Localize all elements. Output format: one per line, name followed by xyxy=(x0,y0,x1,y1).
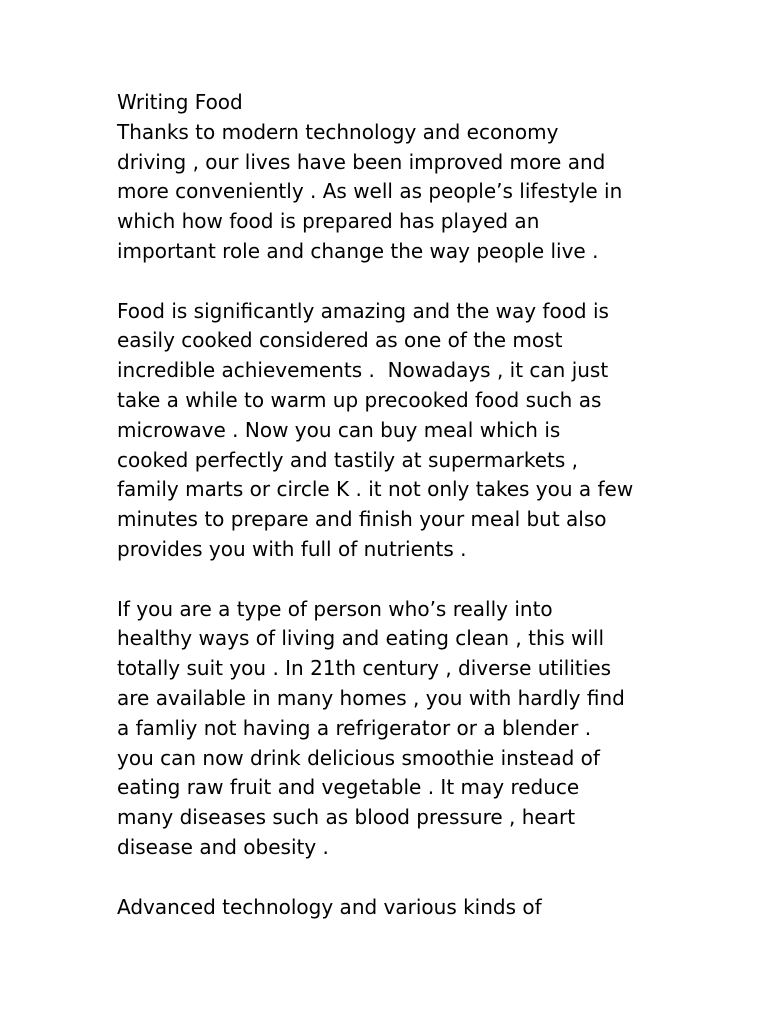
text-line: driving , our lives have been improved more and xyxy=(117,149,606,174)
text-line: Thanks to modern technology and economy xyxy=(117,119,559,144)
text-line: disease and obesity . xyxy=(117,834,329,859)
text-line: If you are a type of person who’s really into xyxy=(117,596,553,621)
document-body xyxy=(117,88,677,922)
text-line: minutes to prepare and finish your meal but also xyxy=(117,507,607,532)
text-line: are available in many homes , you with hardly find xyxy=(117,685,625,710)
text-line: eating raw fruit and vegetable . It may reduce xyxy=(117,775,580,800)
paragraph-spacer xyxy=(117,565,677,595)
text-line: take a while to warm up precooked food such as xyxy=(117,387,602,412)
text-line: Food is significantly amazing and the way food is xyxy=(117,298,609,323)
paragraph-3 xyxy=(117,595,677,863)
paragraph-4 xyxy=(117,893,677,923)
text-line: which how food is prepared has played an xyxy=(117,209,540,234)
text-line: family marts or circle K . it not only takes you a few xyxy=(117,477,634,502)
text-line: cooked perfectly and tastily at supermarkets , xyxy=(117,447,579,472)
paragraph-spacer xyxy=(117,267,677,297)
text-line: healthy ways of living and eating clean , this will xyxy=(117,626,605,651)
paragraph-2 xyxy=(117,297,677,565)
text-line: incredible achievements . Nowadays , it can just xyxy=(117,358,609,383)
text-line: many diseases such as blood pressure , heart xyxy=(117,805,576,830)
text-line: Advanced technology and various kinds of xyxy=(117,894,542,919)
text-line: totally suit you . In 21th century , diverse utilities xyxy=(117,656,612,681)
text-line: you can now drink delicious smoothie instead of xyxy=(117,745,600,770)
text-line: easily cooked considered as one of the most xyxy=(117,328,563,353)
text-line: a famliy not having a refrigerator or a blender . xyxy=(117,715,592,740)
text-line: provides you with full of nutrients . xyxy=(117,536,467,561)
text-line: microwave . Now you can buy meal which is xyxy=(117,417,561,442)
text-line: important role and change the way people live . xyxy=(117,238,599,263)
paragraph-spacer xyxy=(117,863,677,893)
paragraph-1 xyxy=(117,118,677,267)
document-title: Writing Food xyxy=(117,90,243,114)
text-line: more conveniently . As well as people’s lifestyle in xyxy=(117,179,623,204)
